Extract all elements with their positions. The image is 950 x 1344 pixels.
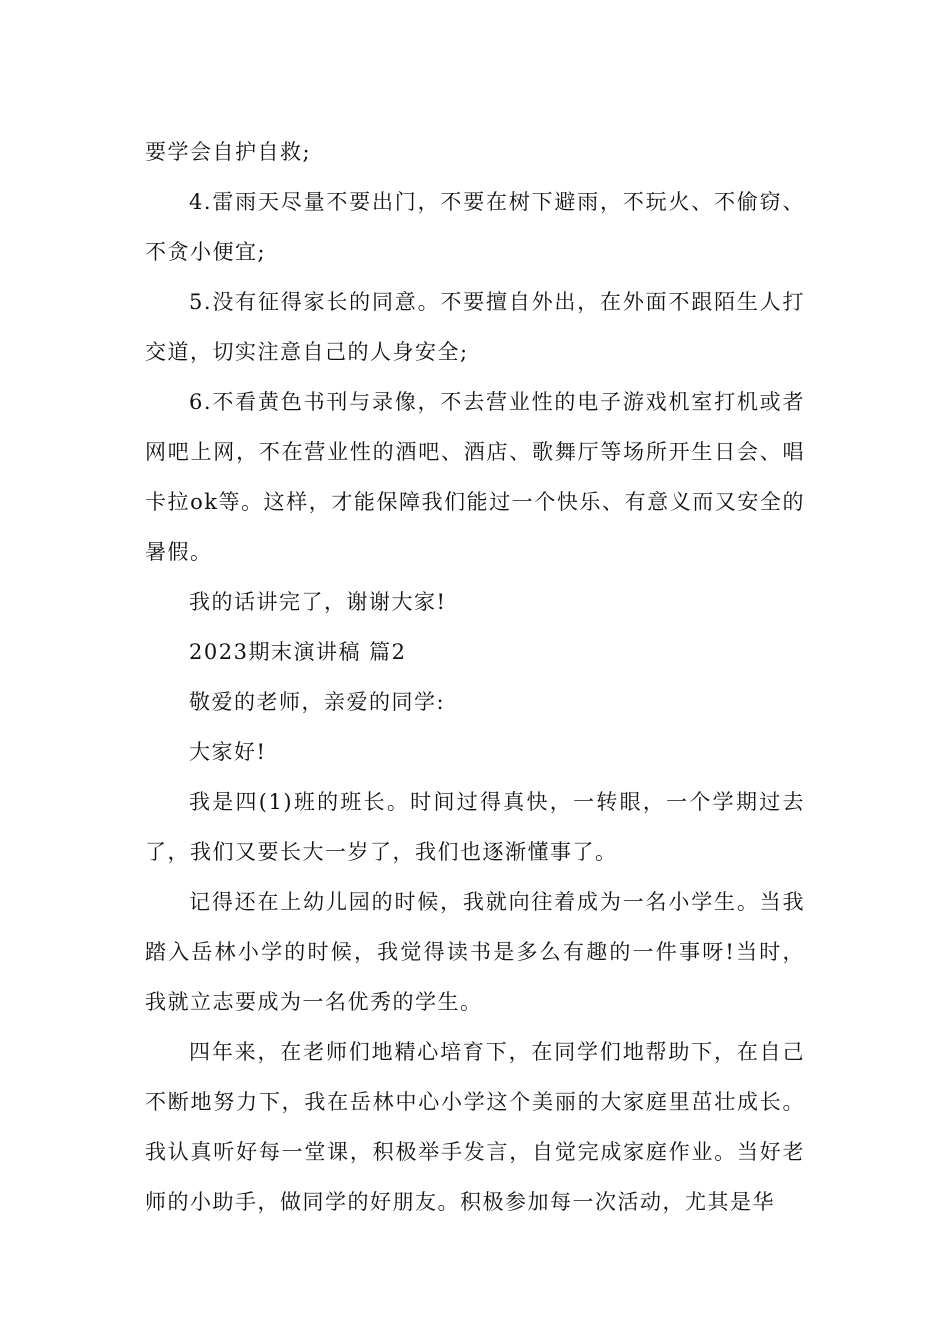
paragraph-continuation: 要学会自护自救; bbox=[145, 140, 312, 164]
section-heading: 2023期末演讲稿 篇2 bbox=[189, 640, 407, 664]
document-body bbox=[145, 127, 805, 1227]
paragraph-item-5: 5.没有征得家长的同意。不要擅自外出，在外面不跟陌生人打交道，切实注意自己的人身安全; bbox=[145, 290, 805, 364]
paragraph-memory: 记得还在上幼儿园的时候，我就向往着成为一名小学生。当我踏入岳林小学的时候，我觉得读书是多么有趣的一件事呀!当时，我就立志要成为一名优秀的学生。 bbox=[145, 890, 805, 1014]
paragraph-growth: 四年来，在老师们地精心培育下，在同学们地帮助下，在自己不断地努力下，我在岳林中心小学这个美丽的大家庭里茁壮成长。我认真听好每一堂课，积极举手发言，自觉完成家庭作业。当好老师的小助手，做同学的好朋友。积极参加每一次活动，尤其是华 bbox=[145, 1040, 805, 1214]
paragraph-item-4: 4.雷雨天尽量不要出门，不要在树下避雨，不玩火、不偷窃、不贪小便宜; bbox=[145, 190, 805, 264]
paragraph-item-6: 6.不看黄色书刊与录像，不去营业性的电子游戏机室打机或者网吧上网，不在营业性的酒吧、酒店、歌舞厅等场所开生日会、唱卡拉ok等。这样，才能保障我们能过一个快乐、有意义而又安全的暑假。 bbox=[145, 390, 805, 564]
greeting: 大家好! bbox=[189, 740, 267, 764]
salutation: 敬爱的老师，亲爱的同学: bbox=[189, 690, 446, 714]
paragraph-closing: 我的话讲完了，谢谢大家! bbox=[189, 590, 447, 614]
paragraph-intro: 我是四(1)班的班长。时间过得真快，一转眼，一个学期过去了，我们又要长大一岁了，我们也逐渐懂事了。 bbox=[145, 790, 805, 864]
